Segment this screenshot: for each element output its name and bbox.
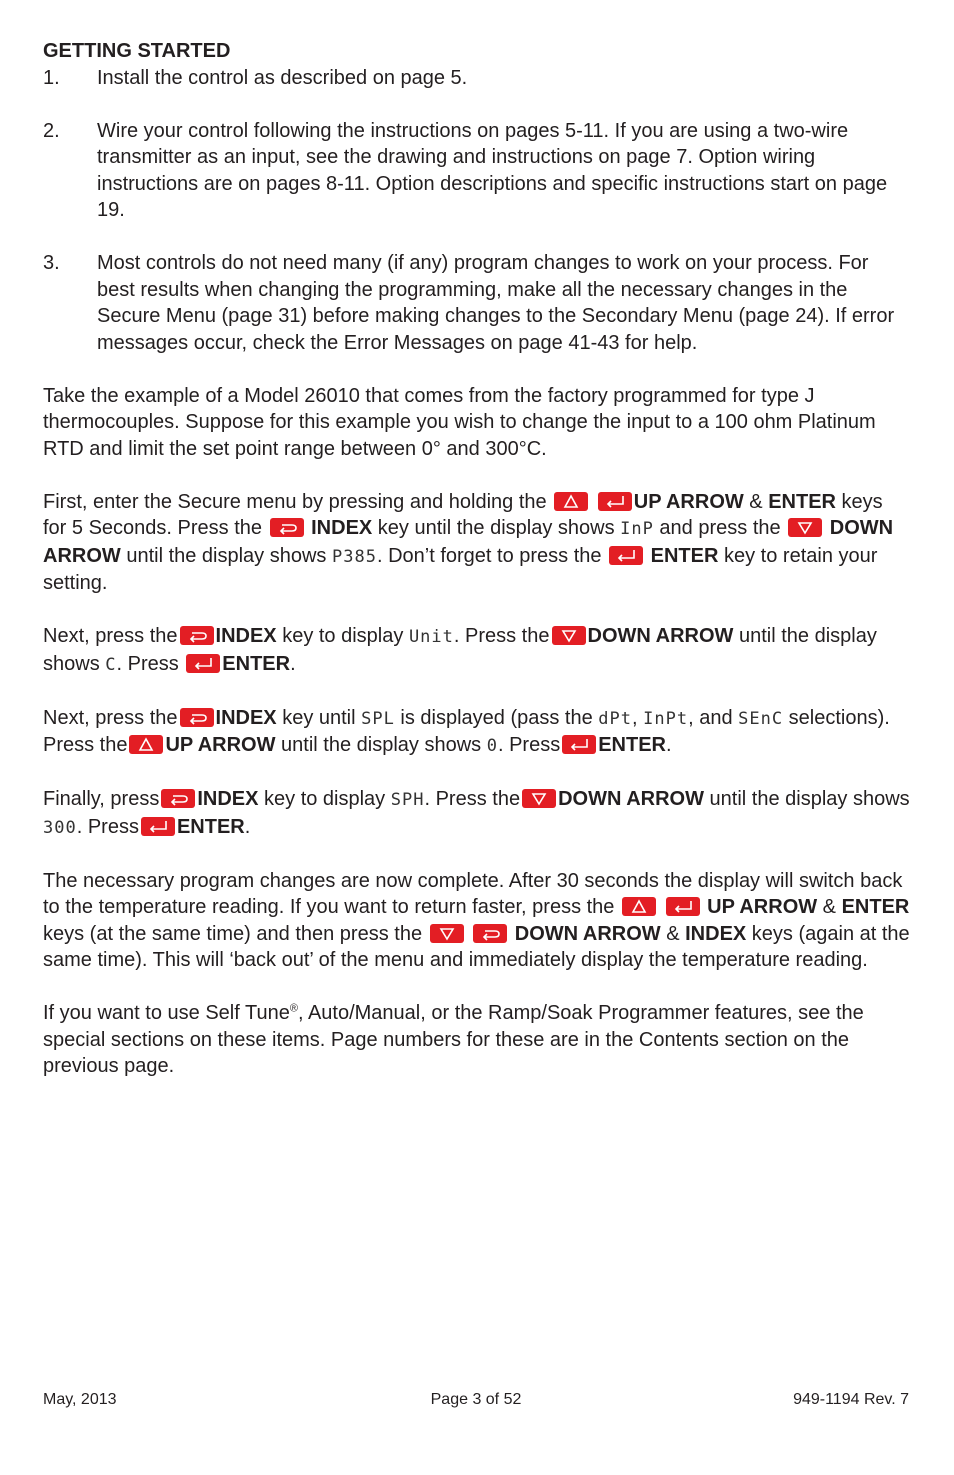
list-item bbox=[43, 250, 911, 356]
down-arrow-key-icon bbox=[430, 924, 464, 943]
down-arrow-key-icon bbox=[522, 789, 556, 808]
list-number: 3. bbox=[43, 252, 60, 274]
lcd-readout: C bbox=[105, 654, 117, 675]
lcd-readout: P385 bbox=[332, 546, 377, 567]
index-key-icon bbox=[180, 626, 214, 645]
index-key-icon bbox=[473, 924, 507, 943]
up-arrow-key-icon bbox=[129, 735, 163, 754]
enter-key-icon bbox=[186, 654, 220, 673]
list-number: 2. bbox=[43, 119, 60, 142]
footer-page-number: Page 3 of 52 bbox=[430, 1391, 522, 1408]
index-key-icon bbox=[161, 789, 195, 808]
enter-key-icon bbox=[141, 817, 175, 836]
first-paragraph: First, enter the Secure menu by pressing and holding the UP ARROW & ENTER keys for 5 Seconds. Press the INDEX key until the display shows InP and press the DOWN ARROW until the display shows P385. Don’t forget to press the ENTER key to retain your setting. bbox=[43, 490, 894, 594]
list-item bbox=[43, 118, 911, 224]
up-arrow-key-icon bbox=[554, 492, 588, 511]
list-number: 1. bbox=[43, 66, 60, 89]
footer-date: May, 2013 bbox=[43, 1391, 117, 1408]
example-paragraph: Take the example of a Model 26010 that comes from the factory programmed for type J thermocouples. Suppose for this example you wish to change the input to a 100 ohm Platinum RTD and limit the set point range between 0° and 300°C. bbox=[43, 384, 876, 460]
next-paragraph-2: Next, press the INDEX key until SPL is displayed (pass the dPt, InPt, and SEnC selections). Press the UP ARROW until the display shows 0. Press ENTER. bbox=[43, 706, 890, 756]
enter-key-icon bbox=[598, 492, 632, 511]
up-arrow-key-icon bbox=[622, 897, 656, 916]
lcd-readout: SEnC bbox=[738, 708, 784, 729]
enter-key-icon bbox=[562, 735, 596, 754]
self-tune-paragraph: If you want to use Self Tune®, Auto/Manual, or the Ramp/Soak Programmer features, see the special sections on these items. Page numbers for these are in the Contents section on the previous page. bbox=[43, 1002, 864, 1077]
lcd-readout: dPt bbox=[598, 708, 632, 729]
down-arrow-key-icon bbox=[788, 518, 822, 537]
finally-paragraph: Finally, press INDEX key to display SPH. Press the DOWN ARROW until the display shows 300. Press ENTER. bbox=[43, 788, 910, 838]
list-text: Wire your control following the instructions on pages 5-11. If you are using a two-wire transmitter as an input, see the drawing and instructions on page 7. Option wiring instructions are on pages 8-11. Option descriptions and specific instructions start on page 19. bbox=[97, 119, 888, 221]
enter-key-icon bbox=[609, 546, 643, 565]
lcd-readout: Unit bbox=[408, 627, 454, 647]
lcd-readout: SPH bbox=[390, 790, 425, 810]
next-paragraph-1: Next, press the INDEX key to display Unit. Press the DOWN ARROW until the display shows C. Press ENTER. bbox=[43, 625, 877, 675]
complete-paragraph: The necessary program changes are now complete. After 30 seconds the display will switch back to the temperature reading. If you want to return faster, press the UP ARROW & ENTER keys (at the same time) and then press the DOWN ARROW & INDEX keys (again at the same time). This will ‘back out’ of the menu and immediately display the temperature reading. bbox=[43, 869, 910, 971]
lcd-readout: InP bbox=[620, 519, 654, 539]
index-key-icon bbox=[270, 518, 304, 537]
lcd-readout: InPt bbox=[643, 708, 689, 729]
section-heading: GETTING STARTED bbox=[43, 40, 231, 62]
footer-doc-number: 949-1194 Rev. 7 bbox=[793, 1391, 909, 1408]
lcd-readout: 300 bbox=[43, 817, 77, 838]
list-item bbox=[43, 65, 911, 92]
lcd-readout: 0 bbox=[486, 736, 498, 756]
index-key-icon bbox=[180, 708, 214, 727]
enter-key-icon bbox=[666, 897, 700, 916]
lcd-readout: SPL bbox=[361, 708, 395, 729]
page-footer bbox=[43, 1388, 909, 1412]
list-text: Install the control as described on page 5. bbox=[97, 66, 468, 89]
list-text: Most controls do not need many (if any) program changes to work on your process. For best results when changing the programming, make all the necessary changes in the Secure Menu (page 31) before making changes to the Secondary Menu (page 24). If error messages occur, check the Error Messages on page 41-43 for help. bbox=[97, 252, 895, 354]
page-content bbox=[43, 38, 911, 1106]
down-arrow-key-icon bbox=[552, 626, 586, 645]
